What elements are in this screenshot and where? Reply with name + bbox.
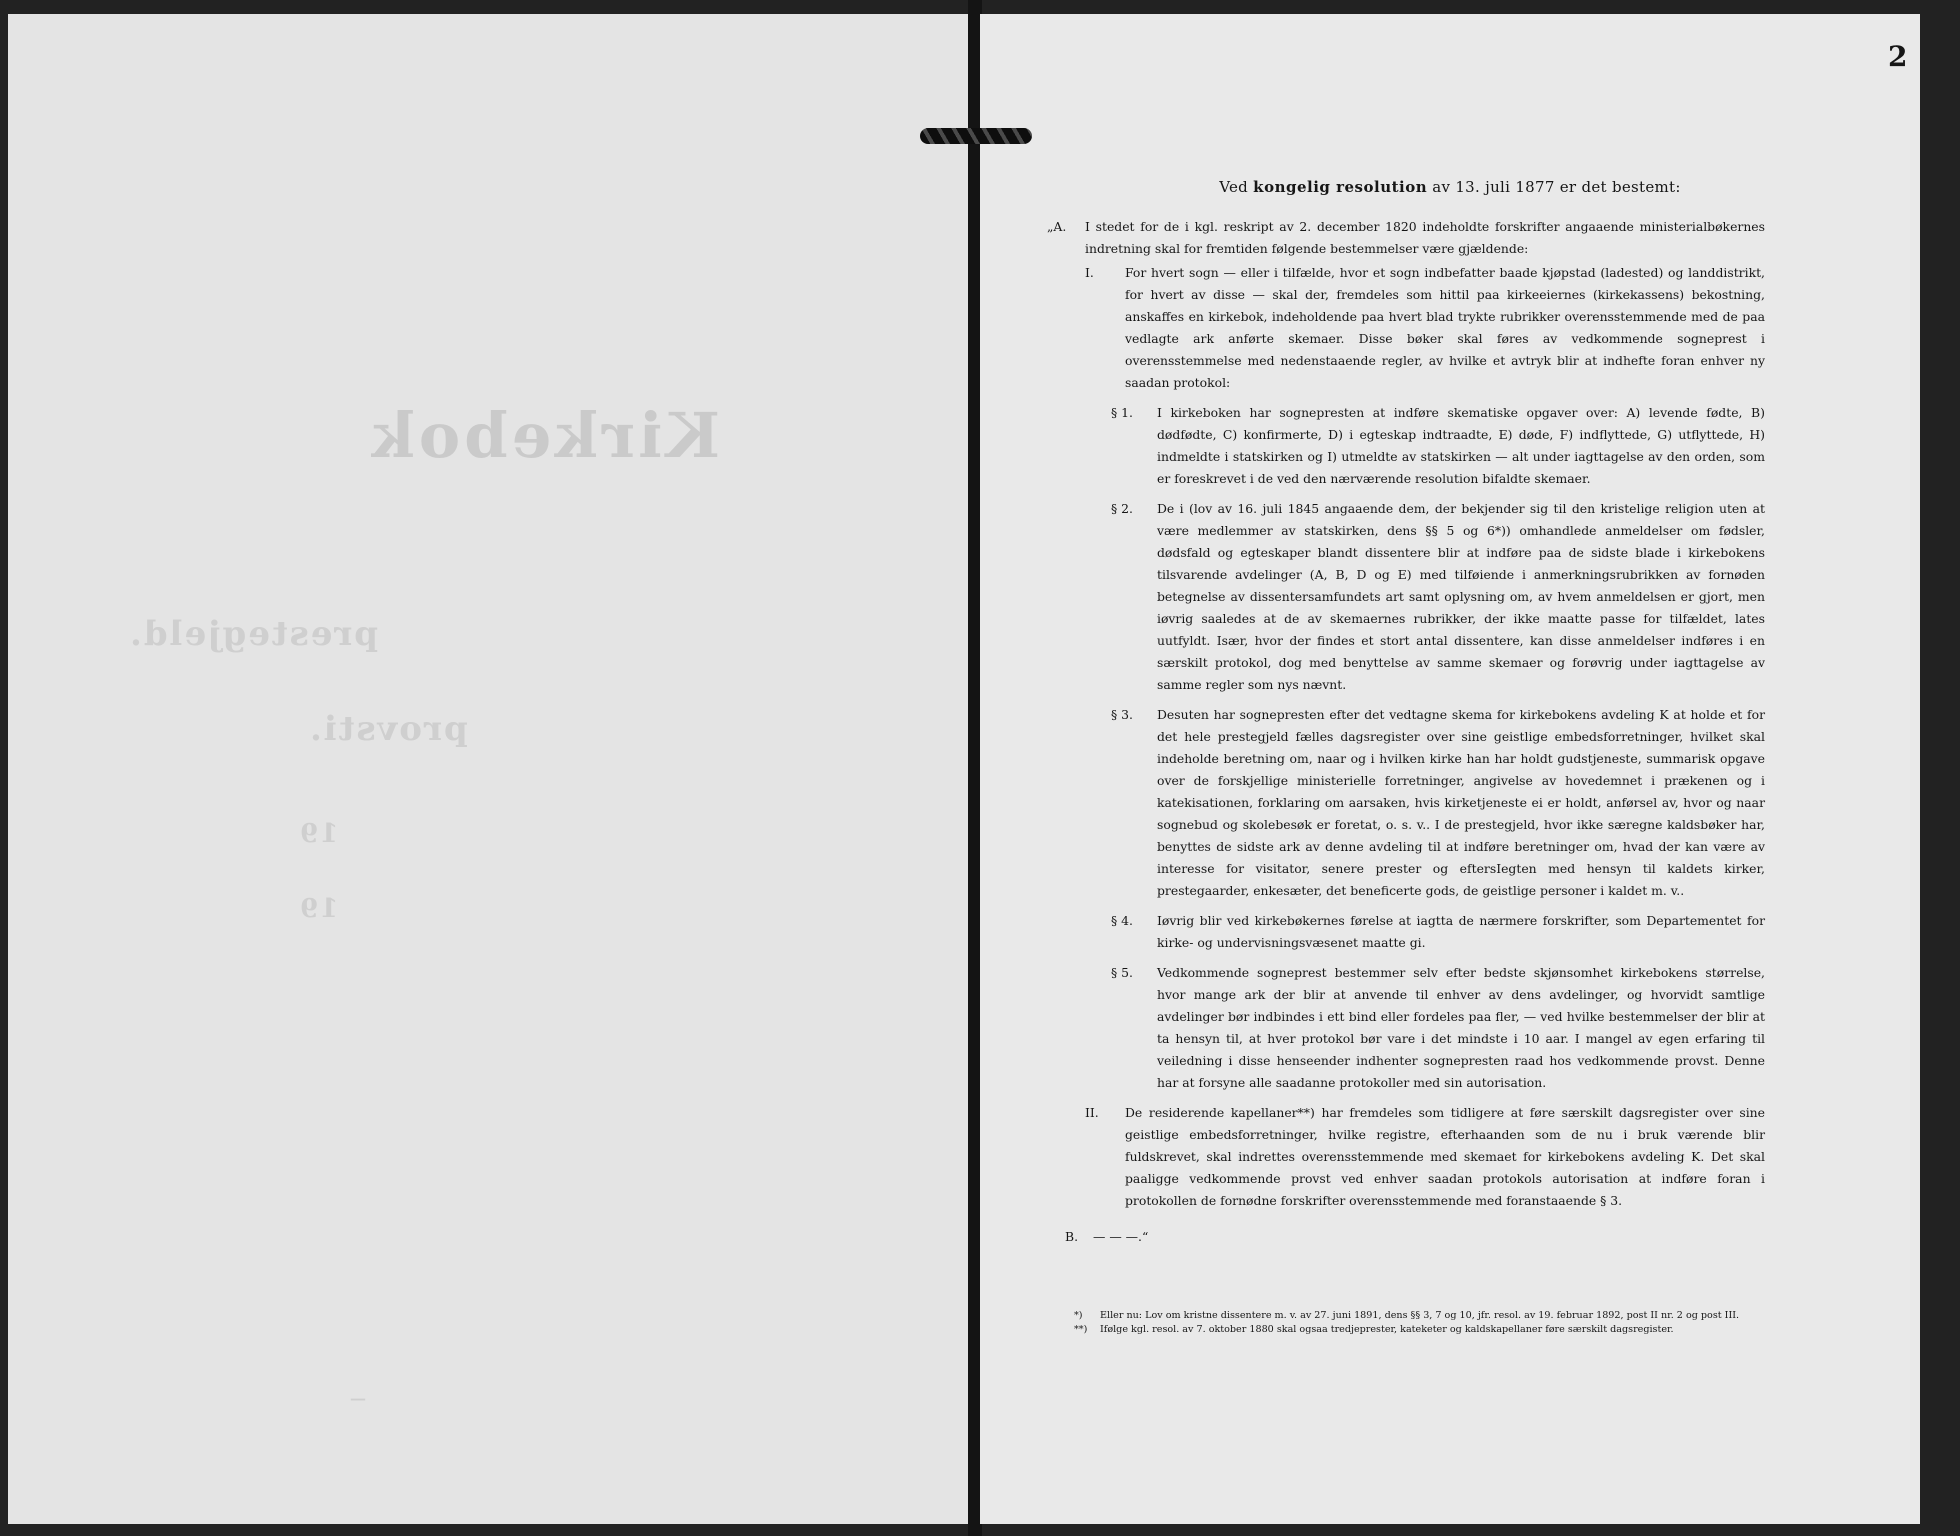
section-ii-mark: II. (1085, 1105, 1099, 1120)
paragraph-mark: § 1. (1111, 405, 1133, 420)
paragraph-mark: § 5. (1111, 965, 1133, 980)
bleed-through-line: 19 (298, 819, 339, 849)
paragraph-2 (1085, 498, 1765, 696)
footnote-text: Ifølge kgl. resol. av 7. oktober 1880 skal ogsaa tredjeprester, kateketer og kaldskapellaner føre særskilt dagsregister. (1100, 1324, 1674, 1335)
page-number: 2 (1888, 40, 1908, 73)
section-a-mark: „A. (1047, 219, 1067, 234)
section-b-text: — — —.“ (1093, 1229, 1149, 1244)
paragraph-mark: § 4. (1111, 913, 1133, 928)
resolution-text (1047, 176, 1765, 1248)
section-b (1065, 1226, 1765, 1248)
heading-suffix: av 13. juli 1877 er det bestemt: (1432, 178, 1681, 196)
paragraph-text: Iøvrig blir ved kirkebøkernes førelse at iagtta de nærmere forskrifter, som Departementet for kirke- og undervisningsvæsenet maatte gi. (1157, 913, 1765, 950)
section-ii-text: De residerende kapellaner**) har fremdeles som tidligere at føre særskilt dagsregister over sine geistlige embedsforretninger, hvilke registre, efterhaanden som de nu i bruk værende blir fuldskrevet, skal indrettes overensstemmende med skemaet for kirkebokens avdeling K. Det skal paaligge vedkommende provst ved enhver saadan protokols autorisation at indføre foran i protokollen de fornødne forskrifter overensstemmende med foranstaaende § 3. (1125, 1105, 1765, 1208)
bleed-through-line: 19 (298, 894, 339, 924)
footnotes (1072, 1309, 1769, 1337)
footnote-1 (1072, 1309, 1769, 1323)
footnote-2 (1072, 1323, 1769, 1337)
bleed-through-title: Kirkebok (368, 399, 721, 472)
section-ii (1085, 1102, 1765, 1212)
heading-prefix: Ved (1219, 178, 1249, 196)
paragraph-mark: § 2. (1111, 501, 1133, 516)
footnote-mark: **) (1074, 1324, 1088, 1335)
bleed-through-line: prestegjeld. (128, 614, 379, 654)
paragraph-text: De i (lov av 16. juli 1845 angaaende dem, der bekjender sig til den kristelige religion uten at være medlemmer av statskirken, dens §§ 5 og 6*)) omhandlede anmeldelser om fødsler, dødsfald og egteskaper blandt dissentere blir at indføre paa de sidste blade i kirkebokens tilsvarende avdelinger (A, B, D og E) med tilføiende i anmerkningsrubrikken av fornøden betegnelse av dissentersamfundets art samt oplysning om, av hvem anmeldelsen er gjort, men iøvrig saaledes at de av skemaernes rubrikker, der ikke maatte passe for tilfældet, lates uutfyldt. Især, hvor der findes et stort antal dissentere, kan disse anmeldelser indføres i en særskilt protokol, dog med benyttelse av samme skemaer og forøvrig under iagttagelse av samme regler som nys nævnt. (1157, 501, 1765, 692)
heading-strong: kongelig resolution (1253, 178, 1428, 196)
section-i-mark: I. (1085, 265, 1094, 280)
bookmark-ribbon (920, 128, 1032, 144)
section-b-mark: B. (1065, 1229, 1079, 1244)
resolution-heading (1135, 176, 1765, 198)
section-a-text: I stedet for de i kgl. reskript av 2. december 1820 indeholdte forskrifter angaaende ministerialbøkernes indretning skal for fremtiden følgende bestemmelser være gjældende: (1085, 219, 1765, 256)
section-i (1085, 262, 1765, 394)
bleed-through-line: provsti. (308, 709, 468, 749)
footnote-mark: *) (1074, 1310, 1083, 1321)
paragraph-1 (1085, 402, 1765, 490)
left-page (8, 14, 970, 1524)
paragraph-5 (1085, 962, 1765, 1094)
paragraph-text: Vedkommende sogneprest bestemmer selv efter bedste skjønsomhet kirkebokens størrelse, hvor mange ark der blir at anvende til enhver av dens avdelinger, og hvorvidt samtlige avdelinger bør indbindes i ett bind eller fordeles paa fler, — ved hvilke bestemmelser der blir at ta hensyn til, at hver protokol bør vare i det mindste i 10 aar. I mangel av egen erfaring til veiledning i disse henseender indhenter sognepresten raad hos vedkommende provst. Denne har at forsyne alle saadanne protokoller med sin autorisation. (1157, 965, 1765, 1090)
paragraph-4 (1085, 910, 1765, 954)
paragraph-mark: § 3. (1111, 707, 1133, 722)
bleed-through-line: — (348, 1389, 366, 1408)
paragraph-text: Desuten har sognepresten efter det vedtagne skema for kirkebokens avdeling K at holde et for det hele prestegjeld fælles dagsregister over sine geistlige embedsforretninger, hvilket skal indeholde beretning om, naar og i hvilken kirke han har holdt gudstjeneste, summarisk opgave over de forskjellige ministerielle forretninger, angivelse av hovedemnet i prækenen og i katekisationen, forklaring om aarsaken, hvis kirketjeneste ei er holdt, anførsel av, hvor og naar sognebud og skolebesøk er foretat, o. s. v.. I de prestegjeld, hvor ikke særegne kaldsbøker har, benyttes de sidste ark av denne avdeling til at indføre beretninger om, hvad der kan være av interesse for visitator, senere prester og eftersIegten med hensyn til kaldets kirker, prestegaarder, enkesæter, det beneficerte gods, de geistlige personer i kaldet m. v.. (1157, 707, 1765, 898)
section-a (1047, 216, 1765, 1212)
paragraph-text: I kirkeboken har sognepresten at indføre skematiske opgaver over: A) levende fødte, B) dødfødte, C) konfirmerte, D) i egteskap indtraadte, E) døde, F) indflyttede, G) utflyttede, H) indmeldte i statskirken og I) utmeldte av statskirken — alt under iagttagelse av den orden, som er foreskrevet i de ved den nærværende resolution bifaldte skemaer. (1157, 405, 1765, 486)
paragraph-3 (1085, 704, 1765, 902)
footnote-text: Eller nu: Lov om kristne dissentere m. v. av 27. juni 1891, dens §§ 3, 7 og 10, jfr. resol. av 19. februar 1892, post II nr. 2 og post III. (1100, 1310, 1740, 1321)
section-i-text: For hvert sogn — eller i tilfælde, hvor et sogn indbefatter baade kjøpstad (ladested) og landdistrikt, for hvert av disse — skal der, fremdeles som hittil paa kirkeeiernes (kirkekassens) bekostning, anskaffes en kirkebok, indeholdende paa hvert blad trykte rubrikker overensstemmende med de paa vedlagte ark anførte skemaer. Disse bøker skal føres av vedkommende sogneprest i overensstemmelse med nedenstaaende regler, av hvilke et avtryk blir at indhefte foran enhver ny saadan protokol: (1125, 265, 1765, 390)
